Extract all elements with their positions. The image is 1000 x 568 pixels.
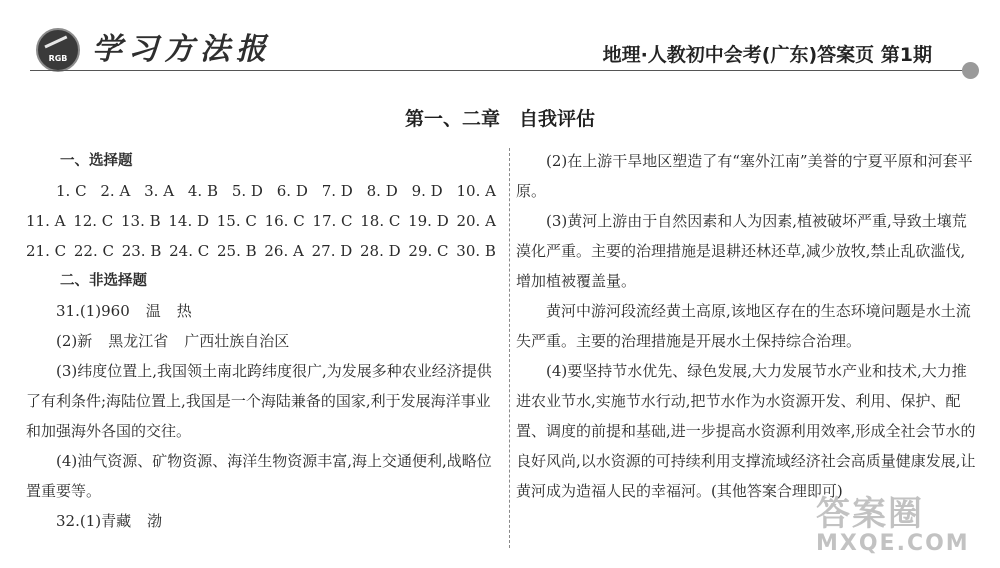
answer: 24. C <box>169 242 210 260</box>
q31-2-a: (2)新 <box>56 332 93 350</box>
chapter-title: 第一、二章 自我评估 <box>404 108 595 130</box>
answer: 4. B <box>187 182 218 200</box>
left-column <box>26 146 498 536</box>
watermark-bottom: MXQE.COM <box>816 531 970 556</box>
q32-1-a: 32.(1)青藏 <box>56 512 132 530</box>
answer: 7. D <box>321 182 353 200</box>
column-divider <box>509 148 510 548</box>
answer: 20. A <box>456 212 496 230</box>
q32-1-b: 渤 <box>147 512 163 530</box>
q32-part2: (2)在上游干旱地区塑造了有“塞外江南”美誉的宁夏平原和河套平原。 <box>516 152 973 200</box>
answer: 15. C <box>216 212 257 230</box>
q31-2-c: 广西壮族自治区 <box>184 332 290 350</box>
answer: 19. D <box>408 212 449 230</box>
answer: 11. A <box>26 212 66 230</box>
newspaper-brand: 学习方法报 <box>92 32 272 67</box>
newspaper-logo <box>36 28 80 72</box>
answer: 10. A <box>456 182 496 200</box>
answer: 18. C <box>360 212 401 230</box>
q31-part4: (4)油气资源、矿物资源、海洋生物资源丰富,海上交通便利,战略位置重要等。 <box>26 452 492 500</box>
answer: 17. C <box>312 212 353 230</box>
right-column <box>516 146 980 506</box>
answer: 16. C <box>264 212 305 230</box>
answer-row-2 <box>26 206 498 236</box>
answer: 12. C <box>73 212 114 230</box>
q31-1-b: 温 <box>145 302 161 320</box>
answer: 23. B <box>121 242 162 260</box>
header-dot <box>962 62 979 79</box>
header-rule <box>30 70 970 71</box>
answer: 8. D <box>366 182 398 200</box>
answer: 27. D <box>311 242 353 260</box>
q31-part3: (3)纬度位置上,我国领土南北跨纬度很广,为发展多种农业经济提供了有利条件;海陆位置上,我国是一个海陆兼备的国家,利于发展海洋事业和加强海外各国的交往。 <box>26 362 492 440</box>
answer: 30. B <box>456 242 496 260</box>
answer: 13. B <box>121 212 161 230</box>
q31-part1 <box>26 296 498 326</box>
q32-part3: (3)黄河上游由于自然因素和人为因素,植被破坏严重,导致土壤荒漠化严重。主要的治理措施是退耕还林还草,减少放牧,禁止乱砍滥伐,增加植被覆盖量。 <box>516 212 967 290</box>
section-multiple-choice: 一、选择题 <box>60 153 133 169</box>
answer: 5. D <box>231 182 263 200</box>
answer: 14. D <box>168 212 210 230</box>
answer: 6. D <box>276 182 308 200</box>
answer: 9. D <box>411 182 443 200</box>
answer: 1. C <box>56 182 87 200</box>
q31-2-b: 黑龙江省 <box>108 332 169 350</box>
answer: 21. C <box>26 242 67 260</box>
watermark-top: 答案圈 <box>816 494 924 534</box>
answer: 25. B <box>216 242 257 260</box>
page-header <box>0 0 1000 80</box>
q32-part3-cont: 黄河中游河段流经黄土高原,该地区存在的生态环境问题是水土流失严重。主要的治理措施是开展水土保持综合治理。 <box>516 302 971 350</box>
answer: 22. C <box>73 242 114 260</box>
section-non-choice: 二、非选择题 <box>60 273 147 289</box>
answer: 29. C <box>408 242 449 260</box>
logo-text: RGB <box>48 54 68 63</box>
q32-part1 <box>26 506 498 536</box>
q31-part2 <box>26 326 498 356</box>
q32-part4: (4)要坚持节水优先、绿色发展,大力发展节水产业和技术,大力推进农业节水,实施节水行动,把节水作为水资源开发、利用、保护、配置、调度的前提和基础,进一步提高水资源利用效率,形成全社会节水的良好风尚,以水资源的可持续利用支撑流域经济社会高质量健康发展,让黄河成为造福人民的幸福河。(其他答案合理即可) <box>516 362 976 500</box>
site-watermark <box>816 486 986 558</box>
answer: 26. A <box>264 242 304 260</box>
issue-title: 地理·人教初中会考(广东)答案页 第1期 <box>602 44 932 66</box>
answer: 2. A <box>100 182 131 200</box>
q31-1-c: 热 <box>176 302 192 320</box>
answer: 28. D <box>360 242 401 260</box>
answer: 3. A <box>144 182 175 200</box>
answer-row-1 <box>26 176 498 206</box>
answer-row-3 <box>26 236 498 266</box>
q31-1-a: 31.(1)960 <box>56 302 130 320</box>
